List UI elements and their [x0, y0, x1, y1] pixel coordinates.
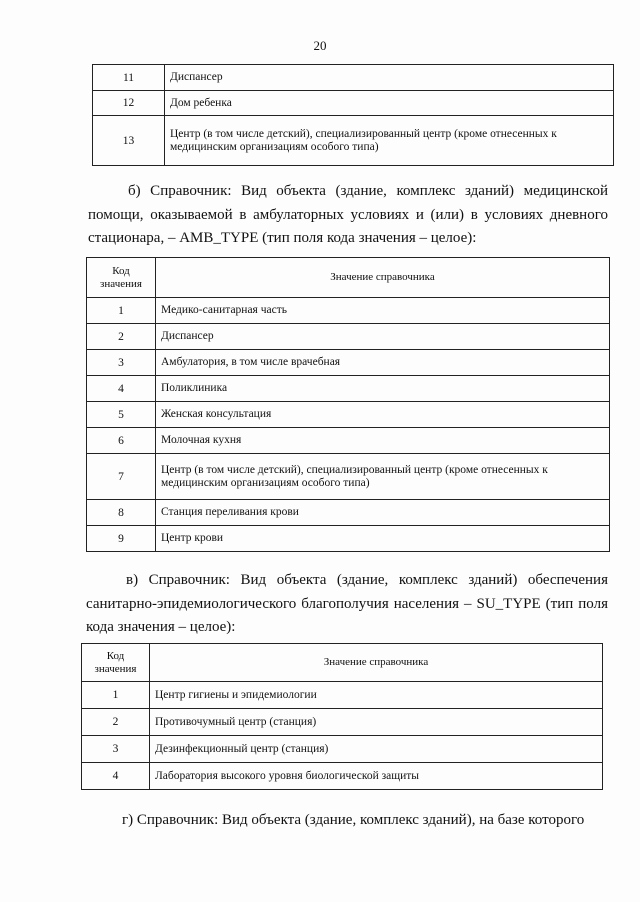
- value-cell: Центр (в том числе детский), специализированный центр (кроме отнесенных к медицинским организациям особого типа): [165, 116, 614, 166]
- value-cell: Станция переливания крови: [156, 500, 610, 526]
- section-g-paragraph: [82, 809, 604, 833]
- table-row: [87, 526, 610, 552]
- code-cell: 13: [93, 116, 165, 166]
- header-code: Код значения: [82, 644, 150, 682]
- value-cell: Дом ребенка: [165, 91, 614, 116]
- value-cell: Диспансер: [156, 324, 610, 350]
- table-row: [93, 91, 614, 116]
- table-header-row: [87, 258, 610, 298]
- table-row: [87, 324, 610, 350]
- value-cell: Центр (в том числе детский), специализированный центр (кроме отнесенных к медицинским организациям особого типа): [156, 454, 610, 500]
- code-cell: 7: [87, 454, 156, 500]
- table-row: [87, 298, 610, 324]
- table-header-row: [82, 644, 603, 682]
- table-row: [87, 376, 610, 402]
- table-row: [82, 709, 603, 736]
- code-cell: 2: [82, 709, 150, 736]
- value-cell: Дезинфекционный центр (станция): [150, 736, 603, 763]
- value-cell: Амбулатория, в том числе врачебная: [156, 350, 610, 376]
- code-cell: 3: [87, 350, 156, 376]
- table-row: [93, 65, 614, 91]
- section-g-text: г) Справочник: Вид объекта (здание, комплекс зданий), на базе которого: [122, 812, 585, 828]
- value-cell: Противочумный центр (станция): [150, 709, 603, 736]
- code-cell: 2: [87, 324, 156, 350]
- header-value: Значение справочника: [150, 644, 603, 682]
- header-value: Значение справочника: [156, 258, 610, 298]
- table-row: [93, 116, 614, 166]
- code-cell: 8: [87, 500, 156, 526]
- section-b-text: б) Справочник: Вид объекта (здание, комплекс зданий) медицинской помощи, оказываемой в амбулаторных условиях и (или) в условиях дневного стационара, – AMB_TYPE (тип поля кода значения – целое):: [88, 183, 608, 246]
- table-row: [87, 500, 610, 526]
- value-cell: Медико-санитарная часть: [156, 298, 610, 324]
- table-top: [92, 64, 614, 166]
- code-cell: 6: [87, 428, 156, 454]
- section-v-text: в) Справочник: Вид объекта (здание, комплекс зданий) обеспечения санитарно-эпидемиологического благополучия населения – SU_TYPE (тип поля кода значения – целое):: [86, 572, 608, 635]
- table-row: [87, 454, 610, 500]
- section-b-paragraph: [88, 180, 608, 251]
- table-row: [87, 428, 610, 454]
- table-row: [82, 763, 603, 790]
- table-row: [82, 682, 603, 709]
- code-cell: 11: [93, 65, 165, 91]
- code-cell: 12: [93, 91, 165, 116]
- code-cell: 3: [82, 736, 150, 763]
- code-cell: 4: [87, 376, 156, 402]
- code-cell: 1: [82, 682, 150, 709]
- code-cell: 5: [87, 402, 156, 428]
- value-cell: Диспансер: [165, 65, 614, 91]
- table-amb-type: [86, 257, 610, 552]
- table-row: [87, 402, 610, 428]
- value-cell: Центр гигиены и эпидемиологии: [150, 682, 603, 709]
- code-cell: 1: [87, 298, 156, 324]
- table-row: [87, 350, 610, 376]
- page-number: 20: [313, 38, 327, 53]
- table-su-type: [81, 643, 603, 790]
- code-cell: 4: [82, 763, 150, 790]
- value-cell: Лаборатория высокого уровня биологической защиты: [150, 763, 603, 790]
- table-row: [82, 736, 603, 763]
- value-cell: Центр крови: [156, 526, 610, 552]
- section-v-paragraph: [86, 569, 608, 640]
- code-cell: 9: [87, 526, 156, 552]
- value-cell: Женская консультация: [156, 402, 610, 428]
- value-cell: Поликлиника: [156, 376, 610, 402]
- header-code: Код значения: [87, 258, 156, 298]
- value-cell: Молочная кухня: [156, 428, 610, 454]
